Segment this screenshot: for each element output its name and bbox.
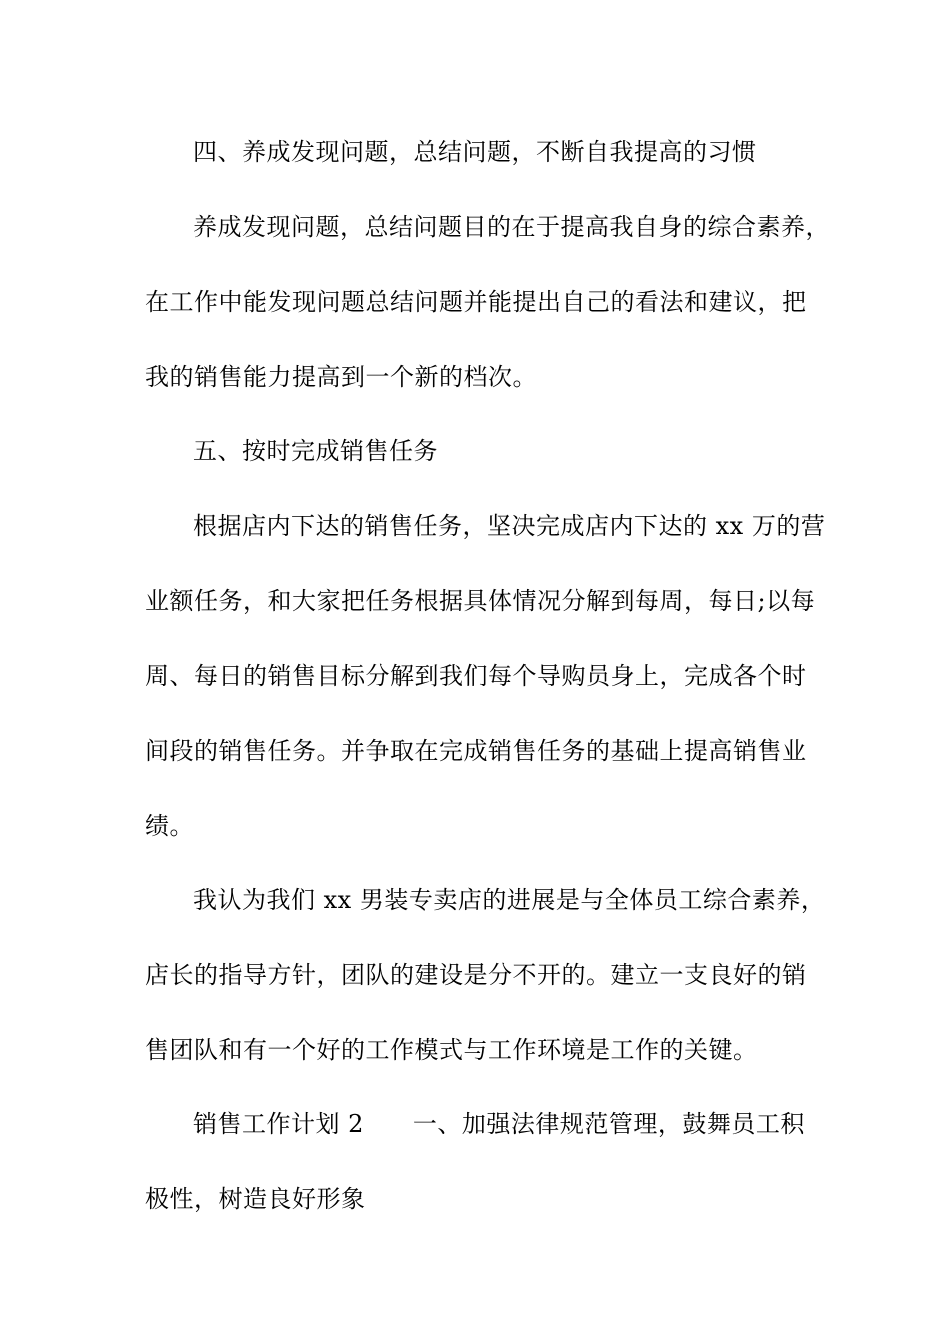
paragraph-line: 根据店内下达的销售任务，坚决完成店内下达的 xx 万的营 — [193, 512, 826, 540]
paragraph-line: 我认为我们 xx 男装专卖店的进展是与全体员工综合素养， — [193, 886, 826, 914]
paragraph-line: 我的销售能力提高到一个新的档次。 — [145, 363, 537, 391]
section-heading-four: 四、养成发现问题，总结问题，不断自我提高的习惯 — [193, 138, 757, 166]
paragraph-line: 店长的指导方针，团队的建设是分不开的。建立一支良好的销 — [145, 961, 807, 989]
paragraph-line: 间段的销售任务。并争取在完成销售任务的基础上提高销售业 — [145, 737, 807, 765]
paragraph-line: 业额任务，和大家把任务根据具体情况分解到每周，每日;以每 — [145, 587, 816, 615]
paragraph-line: 周、每日的销售目标分解到我们每个导购员身上，完成各个时 — [145, 662, 807, 690]
plan-heading-line: 销售工作计划 2 一、加强法律规范管理，鼓舞员工积 — [193, 1110, 805, 1138]
paragraph-line: 养成发现问题，总结问题目的在于提高我自身的综合素养， — [193, 213, 830, 241]
section-heading-five: 五、按时完成销售任务 — [193, 437, 438, 465]
paragraph-line: 售团队和有一个好的工作模式与工作环境是工作的关键。 — [145, 1036, 758, 1064]
paragraph-line: 在工作中能发现问题总结问题并能提出自己的看法和建议，把 — [145, 288, 807, 316]
paragraph-line: 绩。 — [145, 812, 194, 840]
paragraph-line: 极性，树造良好形象 — [145, 1185, 366, 1213]
